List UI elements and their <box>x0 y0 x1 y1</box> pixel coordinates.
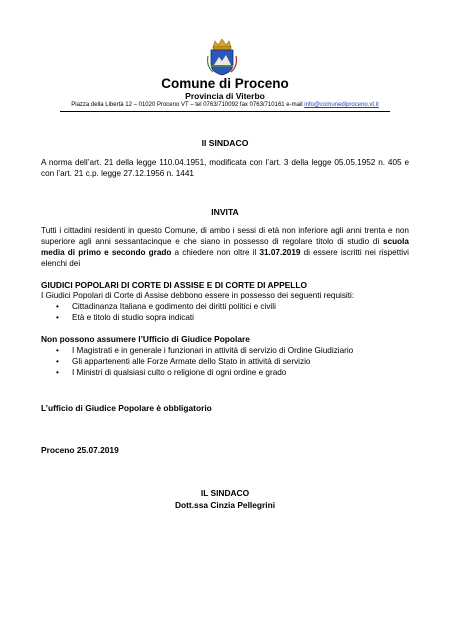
address-text: Piazza della Libertà 12 – 01020 Proceno VT – tel 0763/710092 fax 0763/710161 e-mail <box>71 102 303 108</box>
requirements-list <box>56 302 276 324</box>
signature-name: Dott.ssa Cinzia Pellegrini <box>174 500 276 510</box>
section-heading-exclusions: Non possono assumere l’Ufficio di Giudice Popolare <box>41 334 250 344</box>
invite-heading: INVITA <box>211 207 239 217</box>
header-divider <box>60 111 390 112</box>
list-item: • I Ministri di qualsiasi culto o religione di ogni ordine e grado <box>56 368 353 379</box>
list-item: • Gli appartenenti alle Forze Armate dello Stato in attività di servizio <box>56 357 353 368</box>
preamble-paragraph: A norma dell’art. 21 della legge 110.04.1951, modificata con l’art. 3 della legge 05.05.1952 n. 405 e con l’art. 21 c.p. legge 27.12.1956 n. 1441 <box>41 158 409 178</box>
section-heading-judges: GIUDICI POPOLARI DI CORTE DI ASSISE E DI CORTE DI APPELLO <box>41 280 308 290</box>
list-item: • Età e titolo di studio sopra indicati <box>56 313 276 324</box>
list-item: • I Magistrati e in generale i funzionari in attività di servizio di Ordine Giudiziario <box>56 346 353 357</box>
requirements-intro: I Giudici Popolari di Corte di Assise debbono essere in possesso dei seguenti requisiti: <box>41 291 355 300</box>
list-item: • Cittadinanza Italiana e godimento dei diritti politici e civili <box>56 302 276 313</box>
coat-of-arms-icon <box>205 38 239 76</box>
title-sindaco: Il SINDACO <box>201 138 249 148</box>
invite-text-1: Tutti i cittadini residenti in questo Comune, di ambo i sessi di età non inferiore agli anni trenta e non superiore agli anni sessantacinque e che siano in possesso di regolare titolo di studio di <box>41 226 409 246</box>
email-link[interactable]: info@comunediproceno.vt.it <box>304 102 379 108</box>
invite-deadline: 31.07.2019 <box>259 248 301 257</box>
town-name: Comune di Proceno <box>161 76 289 91</box>
invite-paragraph <box>41 225 409 269</box>
invite-text-3: di essere iscritti nei rispettivi elenchi dei <box>41 248 409 268</box>
invite-text-2: a chiedere non oltre il <box>174 248 257 257</box>
invite-school-level: scuola media di primo e secondo grado <box>41 237 409 257</box>
contact-line <box>0 101 450 109</box>
signature-role: IL SINDACO <box>200 488 250 498</box>
exclusions-list <box>56 346 353 378</box>
date-line: Proceno 25.07.2019 <box>41 445 119 455</box>
province-name: Provincia di Viterbo <box>185 91 265 101</box>
mandatory-note: L’ufficio di Giudice Popolare è obbligatorio <box>41 403 212 413</box>
